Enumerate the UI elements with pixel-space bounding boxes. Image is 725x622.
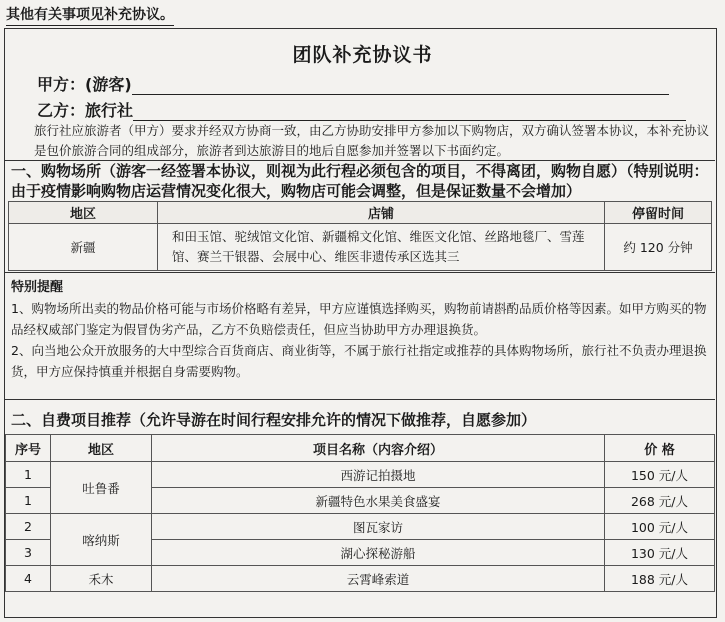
row-price: 188 元/人 (605, 566, 715, 592)
table-row (9, 224, 712, 271)
row-item-name: 图瓦家访 (152, 514, 605, 540)
table-row (6, 462, 715, 488)
shopping-heading: 一、购物场所（游客一经签署本协议，则视为此行程必须包含的项目，不得离团，购物自愿）（特别说明：由于疫情影响购物店运营情况变化很大，购物店可能会调整，但是保证数量不会增加） (11, 162, 709, 200)
row-price: 150 元/人 (605, 462, 715, 488)
table-row (6, 566, 715, 592)
optional-items-heading: 二、自费项目推荐（允许导游在时间行程安排允许的情况下做推荐，自愿参加） (11, 411, 537, 429)
row-number: 3 (6, 540, 51, 566)
column-header-no: 序号 (6, 435, 51, 462)
shopping-section (5, 160, 715, 272)
shopping-table (8, 201, 712, 271)
document-title: 团队补充协议书 (292, 44, 433, 66)
party-b-row (37, 98, 686, 121)
row-number: 1 (6, 488, 51, 514)
intro-paragraph (10, 121, 715, 161)
special-reminder (5, 272, 715, 400)
party-b-label: 乙方：旅行社 (37, 101, 134, 120)
column-header-price: 价 格 (605, 435, 715, 462)
row-item-name: 西游记拍摄地 (152, 462, 605, 488)
reminder-item-1: 1、购物场所出卖的物品价格可能与市场价格略有差异，甲方应谨慎选择购买，购物前请斟酌品质价格等因素。如甲方购买的物品经权威部门鉴定为假冒伪劣产品，乙方不负赔偿责任，但应当协助甲方办理退换货。 (11, 301, 707, 337)
row-region: 喀纳斯 (51, 514, 152, 566)
table-row (6, 514, 715, 540)
shopping-header-row (9, 202, 712, 224)
row-price: 100 元/人 (605, 514, 715, 540)
row-number: 2 (6, 514, 51, 540)
intro-text: 旅行社应旅游者（甲方）要求并经双方协商一致，由乙方协助安排甲方参加以下购物店，双方确认签署本协议，本补充协议是包价旅游合同的组成部分，旅游者到达旅游目的地后自愿参加并签署以下书面约定。 (34, 123, 710, 158)
column-header-region: 地区 (51, 435, 152, 462)
column-header-stay: 停留时间 (605, 202, 712, 224)
party-a-blank-line[interactable] (132, 76, 669, 95)
row-number: 4 (6, 566, 51, 592)
optional-items-table (5, 434, 715, 592)
row-region: 禾木 (51, 566, 152, 592)
row-region: 吐鲁番 (51, 462, 152, 514)
row-item-name: 云霄峰索道 (152, 566, 605, 592)
shopping-region: 新疆 (9, 224, 158, 271)
column-header-item: 项目名称（内容介绍） (152, 435, 605, 462)
party-a-label: 甲方：(游客) (37, 75, 132, 94)
shopping-shops: 和田玉馆、驼绒馆文化馆、新疆棉文化馆、维医文化馆、丝路地毯厂、雪莲馆、赛兰干银器、会展中心、维医非遗传承区选其三 (158, 224, 605, 271)
row-number: 1 (6, 462, 51, 488)
party-a-row (37, 72, 669, 95)
column-header-region: 地区 (9, 202, 158, 224)
row-item-name: 新疆特色水果美食盛宴 (152, 488, 605, 514)
reminder-item-2: 2、向当地公众开放服务的大中型综合百货商店、商业街等，不属于旅行社指定或推荐的具体购物场所，旅行社不负责办理退换货，甲方应保持慎重并根据自身需要购物。 (11, 343, 707, 379)
party-b-blank-line[interactable] (133, 102, 686, 121)
row-price: 268 元/人 (605, 488, 715, 514)
column-header-shops: 店铺 (158, 202, 605, 224)
reminder-title: 特别提醒 (11, 280, 64, 295)
top-note: 其他有关事项见补充协议。 (6, 4, 174, 26)
shopping-stay: 约 120 分钟 (605, 224, 712, 271)
row-price: 130 元/人 (605, 540, 715, 566)
row-item-name: 湖心探秘游船 (152, 540, 605, 566)
items-header-row (6, 435, 715, 462)
